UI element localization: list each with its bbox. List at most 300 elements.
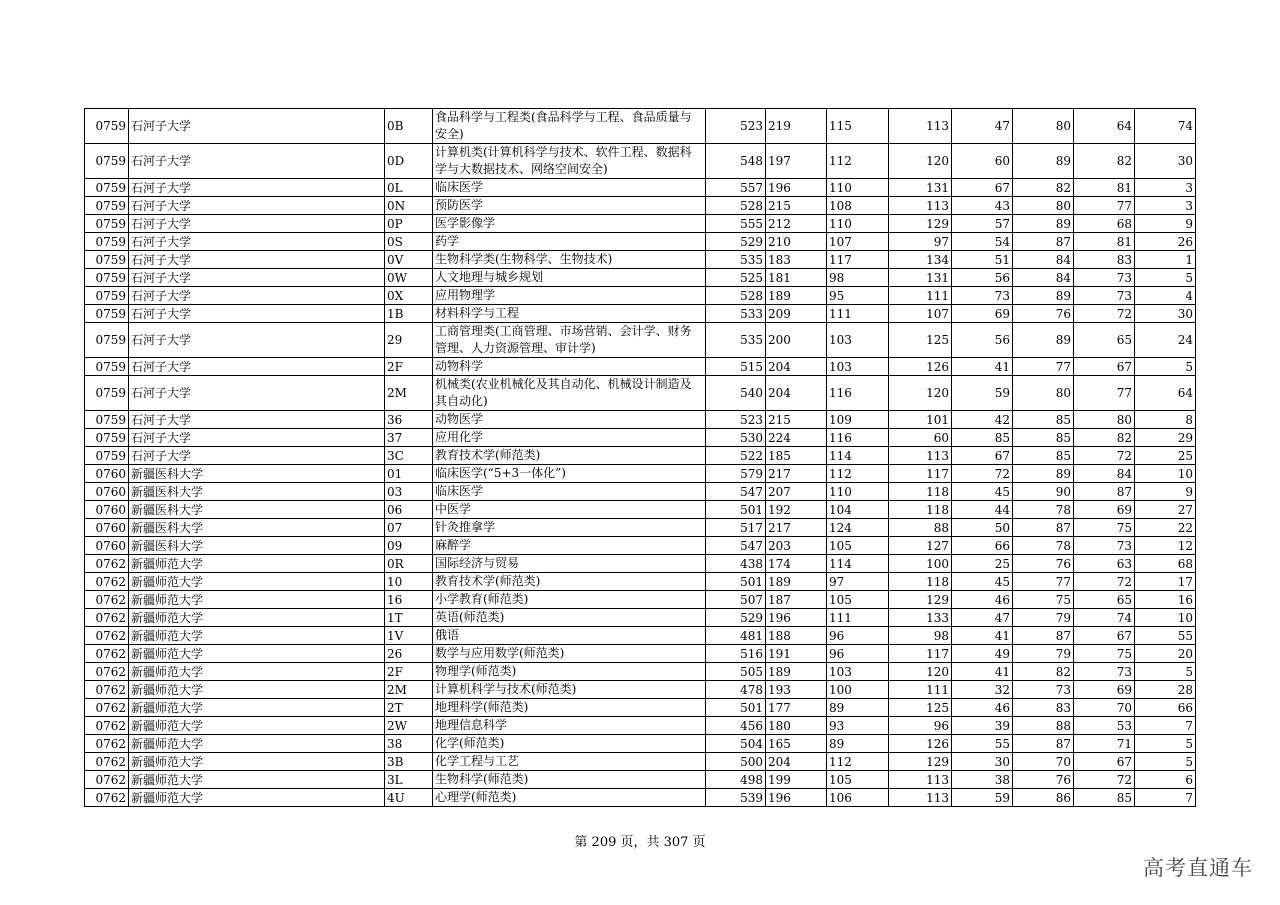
score-5-cell: 83 (1013, 699, 1074, 717)
score-1-cell: 224 (766, 429, 827, 447)
score-1-cell: 193 (766, 681, 827, 699)
score-2-cell: 105 (827, 591, 889, 609)
major-name-cell: 临床医学 (433, 483, 706, 501)
score-6-cell: 70 (1074, 699, 1135, 717)
score-4-cell: 46 (952, 699, 1013, 717)
score-2-cell: 111 (827, 305, 889, 323)
score-3-cell: 118 (889, 573, 952, 591)
score-5-cell: 78 (1013, 537, 1074, 555)
school-name-cell: 新疆师范大学 (129, 555, 385, 573)
table-row (85, 447, 1196, 465)
score-1-cell: 215 (766, 197, 827, 215)
school-name-cell: 新疆师范大学 (129, 789, 385, 807)
school-name-cell: 石河子大学 (129, 179, 385, 197)
school-code-cell: 0762 (85, 771, 129, 789)
major-code-cell: 37 (385, 429, 433, 447)
score-4-cell: 69 (952, 305, 1013, 323)
major-name-cell: 数学与应用数学(师范类) (433, 645, 706, 663)
major-name-cell: 工商管理类(工商管理、市场营销、会计学、财务管理、人力资源管理、审计学) (433, 323, 706, 358)
score-6-cell: 77 (1074, 376, 1135, 411)
score-5-cell: 80 (1013, 109, 1074, 144)
school-name-cell: 新疆医科大学 (129, 483, 385, 501)
score-5-cell: 82 (1013, 179, 1074, 197)
school-name-cell: 新疆师范大学 (129, 717, 385, 735)
score-3-cell: 100 (889, 555, 952, 573)
school-code-cell: 0759 (85, 251, 129, 269)
score-2-cell: 104 (827, 501, 889, 519)
score-6-cell: 80 (1074, 411, 1135, 429)
total-score-cell: 547 (706, 537, 766, 555)
major-name-cell: 小学教育(师范类) (433, 591, 706, 609)
major-code-cell: 2F (385, 358, 433, 376)
school-name-cell: 新疆师范大学 (129, 573, 385, 591)
score-3-cell: 113 (889, 109, 952, 144)
major-name-cell: 地理科学(师范类) (433, 699, 706, 717)
major-code-cell: 3B (385, 753, 433, 771)
table-row (85, 233, 1196, 251)
school-code-cell: 0762 (85, 573, 129, 591)
score-5-cell: 82 (1013, 663, 1074, 681)
score-7-cell: 24 (1135, 323, 1196, 358)
score-5-cell: 84 (1013, 251, 1074, 269)
major-code-cell: 03 (385, 483, 433, 501)
school-name-cell: 石河子大学 (129, 197, 385, 215)
school-name-cell: 石河子大学 (129, 215, 385, 233)
major-name-cell: 计算机科学与技术(师范类) (433, 681, 706, 699)
school-code-cell: 0762 (85, 789, 129, 807)
total-score-cell: 535 (706, 323, 766, 358)
score-3-cell: 120 (889, 663, 952, 681)
table-row (85, 215, 1196, 233)
score-4-cell: 47 (952, 609, 1013, 627)
major-code-cell: 0X (385, 287, 433, 305)
score-2-cell: 112 (827, 753, 889, 771)
table-row (85, 376, 1196, 411)
school-code-cell: 0759 (85, 215, 129, 233)
score-1-cell: 192 (766, 501, 827, 519)
table-row (85, 555, 1196, 573)
school-name-cell: 新疆师范大学 (129, 609, 385, 627)
total-score-cell: 523 (706, 109, 766, 144)
table-body (85, 109, 1196, 807)
school-name-cell: 新疆师范大学 (129, 645, 385, 663)
school-code-cell: 0759 (85, 179, 129, 197)
major-code-cell: 0S (385, 233, 433, 251)
score-6-cell: 72 (1074, 305, 1135, 323)
table-row (85, 197, 1196, 215)
total-score-cell: 522 (706, 447, 766, 465)
total-score-cell: 535 (706, 251, 766, 269)
table-row (85, 591, 1196, 609)
score-1-cell: 189 (766, 663, 827, 681)
major-name-cell: 生物科学类(生物科学、生物技术) (433, 251, 706, 269)
score-5-cell: 86 (1013, 789, 1074, 807)
score-5-cell: 78 (1013, 501, 1074, 519)
major-name-cell: 俄语 (433, 627, 706, 645)
school-code-cell: 0759 (85, 447, 129, 465)
school-code-cell: 0759 (85, 233, 129, 251)
score-3-cell: 107 (889, 305, 952, 323)
score-6-cell: 74 (1074, 609, 1135, 627)
score-7-cell: 10 (1135, 465, 1196, 483)
major-code-cell: 38 (385, 735, 433, 753)
score-3-cell: 131 (889, 269, 952, 287)
score-7-cell: 9 (1135, 483, 1196, 501)
school-code-cell: 0760 (85, 465, 129, 483)
score-1-cell: 188 (766, 627, 827, 645)
school-name-cell: 石河子大学 (129, 447, 385, 465)
major-code-cell: 0V (385, 251, 433, 269)
school-name-cell: 石河子大学 (129, 411, 385, 429)
score-4-cell: 73 (952, 287, 1013, 305)
major-name-cell: 临床医学 (433, 179, 706, 197)
score-6-cell: 65 (1074, 323, 1135, 358)
major-name-cell: 机械类(农业机械化及其自动化、机械设计制造及其自动化) (433, 376, 706, 411)
major-code-cell: 06 (385, 501, 433, 519)
score-4-cell: 39 (952, 717, 1013, 735)
total-score-cell: 438 (706, 555, 766, 573)
school-code-cell: 0759 (85, 269, 129, 287)
score-5-cell: 87 (1013, 233, 1074, 251)
total-score-cell: 516 (706, 645, 766, 663)
score-6-cell: 67 (1074, 358, 1135, 376)
school-name-cell: 新疆师范大学 (129, 753, 385, 771)
score-1-cell: 210 (766, 233, 827, 251)
score-5-cell: 80 (1013, 197, 1074, 215)
major-code-cell: 3C (385, 447, 433, 465)
score-3-cell: 113 (889, 771, 952, 789)
score-1-cell: 183 (766, 251, 827, 269)
school-code-cell: 0762 (85, 663, 129, 681)
score-6-cell: 83 (1074, 251, 1135, 269)
score-1-cell: 217 (766, 519, 827, 537)
score-2-cell: 89 (827, 735, 889, 753)
score-7-cell: 28 (1135, 681, 1196, 699)
score-7-cell: 29 (1135, 429, 1196, 447)
major-code-cell: 1T (385, 609, 433, 627)
score-2-cell: 116 (827, 429, 889, 447)
score-6-cell: 72 (1074, 573, 1135, 591)
total-score-cell: 498 (706, 771, 766, 789)
score-5-cell: 88 (1013, 717, 1074, 735)
score-1-cell: 217 (766, 465, 827, 483)
total-score-cell: 530 (706, 429, 766, 447)
score-5-cell: 76 (1013, 555, 1074, 573)
school-code-cell: 0762 (85, 681, 129, 699)
table-row (85, 699, 1196, 717)
score-1-cell: 219 (766, 109, 827, 144)
score-3-cell: 129 (889, 753, 952, 771)
major-code-cell: 2W (385, 717, 433, 735)
total-score-cell: 529 (706, 233, 766, 251)
table-row (85, 681, 1196, 699)
score-6-cell: 71 (1074, 735, 1135, 753)
score-1-cell: 189 (766, 287, 827, 305)
table-row (85, 519, 1196, 537)
total-score-cell: 515 (706, 358, 766, 376)
score-7-cell: 4 (1135, 287, 1196, 305)
score-table (84, 108, 1196, 807)
school-code-cell: 0762 (85, 591, 129, 609)
score-4-cell: 51 (952, 251, 1013, 269)
score-6-cell: 81 (1074, 179, 1135, 197)
total-score-cell: 500 (706, 753, 766, 771)
score-1-cell: 165 (766, 735, 827, 753)
school-name-cell: 石河子大学 (129, 376, 385, 411)
score-4-cell: 32 (952, 681, 1013, 699)
score-6-cell: 67 (1074, 627, 1135, 645)
score-2-cell: 89 (827, 699, 889, 717)
major-code-cell: 09 (385, 537, 433, 555)
score-6-cell: 68 (1074, 215, 1135, 233)
major-code-cell: 0N (385, 197, 433, 215)
total-score-cell: 507 (706, 591, 766, 609)
score-1-cell: 180 (766, 717, 827, 735)
major-code-cell: 1B (385, 305, 433, 323)
school-code-cell: 0762 (85, 735, 129, 753)
score-7-cell: 7 (1135, 789, 1196, 807)
major-code-cell: 01 (385, 465, 433, 483)
score-2-cell: 114 (827, 447, 889, 465)
score-7-cell: 6 (1135, 771, 1196, 789)
school-code-cell: 0759 (85, 411, 129, 429)
school-code-cell: 0759 (85, 144, 129, 179)
score-1-cell: 196 (766, 179, 827, 197)
score-3-cell: 113 (889, 447, 952, 465)
score-1-cell: 189 (766, 573, 827, 591)
score-3-cell: 125 (889, 323, 952, 358)
total-score-cell: 533 (706, 305, 766, 323)
score-5-cell: 87 (1013, 627, 1074, 645)
school-name-cell: 新疆师范大学 (129, 627, 385, 645)
score-4-cell: 42 (952, 411, 1013, 429)
total-score-cell: 501 (706, 699, 766, 717)
score-5-cell: 79 (1013, 609, 1074, 627)
total-score-cell: 504 (706, 735, 766, 753)
score-3-cell: 96 (889, 717, 952, 735)
score-4-cell: 44 (952, 501, 1013, 519)
major-name-cell: 心理学(师范类) (433, 789, 706, 807)
score-7-cell: 8 (1135, 411, 1196, 429)
school-name-cell: 新疆医科大学 (129, 519, 385, 537)
score-6-cell: 64 (1074, 109, 1135, 144)
score-2-cell: 108 (827, 197, 889, 215)
total-score-cell: 501 (706, 573, 766, 591)
major-name-cell: 应用物理学 (433, 287, 706, 305)
score-7-cell: 30 (1135, 305, 1196, 323)
score-5-cell: 75 (1013, 591, 1074, 609)
score-4-cell: 67 (952, 179, 1013, 197)
score-4-cell: 54 (952, 233, 1013, 251)
score-5-cell: 79 (1013, 645, 1074, 663)
school-code-cell: 0759 (85, 305, 129, 323)
school-name-cell: 石河子大学 (129, 429, 385, 447)
major-name-cell: 计算机类(计算机科学与技术、软件工程、数据科学与大数据技术、网络空间安全) (433, 144, 706, 179)
major-code-cell: 0D (385, 144, 433, 179)
school-code-cell: 0759 (85, 109, 129, 144)
school-name-cell: 石河子大学 (129, 358, 385, 376)
school-name-cell: 石河子大学 (129, 233, 385, 251)
score-6-cell: 53 (1074, 717, 1135, 735)
score-6-cell: 73 (1074, 269, 1135, 287)
school-code-cell: 0760 (85, 483, 129, 501)
score-2-cell: 103 (827, 323, 889, 358)
major-name-cell: 教育技术学(师范类) (433, 573, 706, 591)
score-7-cell: 20 (1135, 645, 1196, 663)
total-score-cell: 517 (706, 519, 766, 537)
score-4-cell: 46 (952, 591, 1013, 609)
score-2-cell: 103 (827, 663, 889, 681)
score-5-cell: 80 (1013, 376, 1074, 411)
total-score-cell: 555 (706, 215, 766, 233)
score-4-cell: 38 (952, 771, 1013, 789)
major-name-cell: 临床医学(“5+3一体化”) (433, 465, 706, 483)
score-7-cell: 5 (1135, 735, 1196, 753)
school-name-cell: 石河子大学 (129, 251, 385, 269)
table-row (85, 465, 1196, 483)
score-5-cell: 70 (1013, 753, 1074, 771)
table-row (85, 573, 1196, 591)
score-2-cell: 106 (827, 789, 889, 807)
score-2-cell: 95 (827, 287, 889, 305)
total-score-cell: 579 (706, 465, 766, 483)
major-name-cell: 英语(师范类) (433, 609, 706, 627)
table-row (85, 609, 1196, 627)
major-code-cell: 0W (385, 269, 433, 287)
watermark-logo: 高考直通车 (1143, 856, 1253, 880)
score-6-cell: 81 (1074, 233, 1135, 251)
school-name-cell: 新疆师范大学 (129, 663, 385, 681)
score-4-cell: 72 (952, 465, 1013, 483)
score-5-cell: 85 (1013, 447, 1074, 465)
major-code-cell: 26 (385, 645, 433, 663)
score-2-cell: 112 (827, 144, 889, 179)
score-4-cell: 30 (952, 753, 1013, 771)
score-2-cell: 112 (827, 465, 889, 483)
score-5-cell: 85 (1013, 429, 1074, 447)
major-code-cell: 0L (385, 179, 433, 197)
score-6-cell: 67 (1074, 753, 1135, 771)
score-4-cell: 41 (952, 663, 1013, 681)
school-name-cell: 新疆医科大学 (129, 501, 385, 519)
table-row (85, 287, 1196, 305)
score-6-cell: 72 (1074, 447, 1135, 465)
score-4-cell: 25 (952, 555, 1013, 573)
score-1-cell: 199 (766, 771, 827, 789)
major-code-cell: 29 (385, 323, 433, 358)
school-code-cell: 0760 (85, 519, 129, 537)
score-3-cell: 118 (889, 483, 952, 501)
score-7-cell: 25 (1135, 447, 1196, 465)
major-code-cell: 07 (385, 519, 433, 537)
school-code-cell: 0759 (85, 287, 129, 305)
score-2-cell: 109 (827, 411, 889, 429)
score-5-cell: 76 (1013, 771, 1074, 789)
total-score-cell: 481 (706, 627, 766, 645)
major-name-cell: 针灸推拿学 (433, 519, 706, 537)
score-4-cell: 47 (952, 109, 1013, 144)
score-4-cell: 49 (952, 645, 1013, 663)
score-7-cell: 64 (1135, 376, 1196, 411)
major-code-cell: 16 (385, 591, 433, 609)
total-score-cell: 525 (706, 269, 766, 287)
major-code-cell: 3L (385, 771, 433, 789)
score-2-cell: 117 (827, 251, 889, 269)
total-score-cell: 528 (706, 287, 766, 305)
table-row (85, 717, 1196, 735)
score-1-cell: 203 (766, 537, 827, 555)
score-1-cell: 207 (766, 483, 827, 501)
school-code-cell: 0760 (85, 501, 129, 519)
school-code-cell: 0762 (85, 627, 129, 645)
score-7-cell: 12 (1135, 537, 1196, 555)
table-row (85, 483, 1196, 501)
score-6-cell: 73 (1074, 663, 1135, 681)
major-name-cell: 食品科学与工程类(食品科学与工程、食品质量与安全) (433, 109, 706, 144)
score-7-cell: 74 (1135, 109, 1196, 144)
school-name-cell: 石河子大学 (129, 323, 385, 358)
major-code-cell: 2T (385, 699, 433, 717)
score-3-cell: 129 (889, 591, 952, 609)
score-6-cell: 69 (1074, 501, 1135, 519)
score-7-cell: 5 (1135, 663, 1196, 681)
table-row (85, 411, 1196, 429)
major-code-cell: 0P (385, 215, 433, 233)
score-4-cell: 59 (952, 376, 1013, 411)
score-7-cell: 66 (1135, 699, 1196, 717)
major-name-cell: 材料科学与工程 (433, 305, 706, 323)
score-1-cell: 212 (766, 215, 827, 233)
total-score-cell: 548 (706, 144, 766, 179)
score-3-cell: 133 (889, 609, 952, 627)
table-row (85, 144, 1196, 179)
score-7-cell: 22 (1135, 519, 1196, 537)
score-1-cell: 209 (766, 305, 827, 323)
school-code-cell: 0762 (85, 753, 129, 771)
score-4-cell: 67 (952, 447, 1013, 465)
table-row (85, 429, 1196, 447)
score-2-cell: 115 (827, 109, 889, 144)
score-4-cell: 57 (952, 215, 1013, 233)
score-6-cell: 84 (1074, 465, 1135, 483)
score-3-cell: 117 (889, 465, 952, 483)
table-row (85, 501, 1196, 519)
score-1-cell: 197 (766, 144, 827, 179)
major-code-cell: 36 (385, 411, 433, 429)
school-code-cell: 0759 (85, 429, 129, 447)
score-2-cell: 107 (827, 233, 889, 251)
major-name-cell: 化学工程与工艺 (433, 753, 706, 771)
score-1-cell: 215 (766, 411, 827, 429)
score-3-cell: 113 (889, 789, 952, 807)
score-7-cell: 9 (1135, 215, 1196, 233)
total-score-cell: 540 (706, 376, 766, 411)
score-6-cell: 72 (1074, 771, 1135, 789)
score-3-cell: 118 (889, 501, 952, 519)
total-score-cell: 557 (706, 179, 766, 197)
score-2-cell: 116 (827, 376, 889, 411)
school-name-cell: 新疆师范大学 (129, 591, 385, 609)
school-code-cell: 0762 (85, 717, 129, 735)
major-code-cell: 0B (385, 109, 433, 144)
major-code-cell: 2M (385, 681, 433, 699)
school-name-cell: 石河子大学 (129, 109, 385, 144)
school-name-cell: 新疆师范大学 (129, 771, 385, 789)
score-1-cell: 200 (766, 323, 827, 358)
major-name-cell: 药学 (433, 233, 706, 251)
score-1-cell: 177 (766, 699, 827, 717)
score-1-cell: 191 (766, 645, 827, 663)
